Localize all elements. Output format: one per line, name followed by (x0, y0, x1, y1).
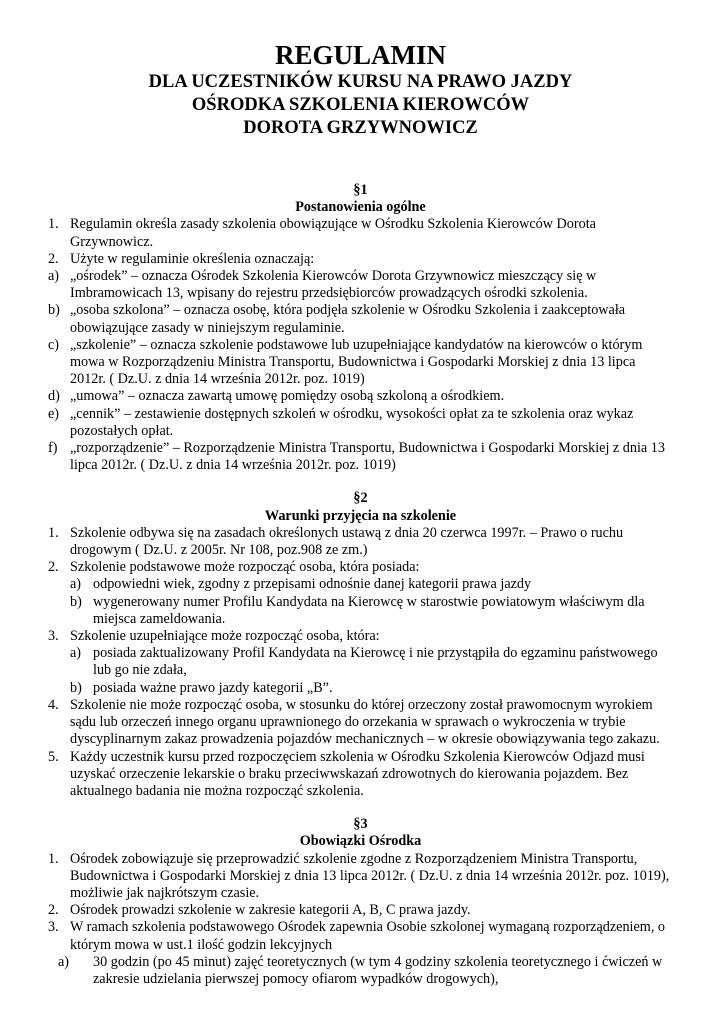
sub-list-item (70, 645, 673, 679)
section-title: Warunki przyjęcia na szkolenie (264, 507, 457, 524)
section-1 (48, 182, 673, 474)
list-item (48, 902, 673, 919)
section-title: Postanowienia ogólne (295, 199, 426, 216)
list-marker: 3. (48, 919, 59, 936)
definition-text: „osoba szkolona” – oznacza osobę, która podjęła szkolenie w Ośrodku Szkolenia i zaakceptowała obowiązujące zasady w niniejszym regulaminie. (70, 302, 626, 336)
list-item (48, 697, 673, 749)
document-subtitle-line3: DOROTA GRZYWNOWICZ (243, 118, 478, 138)
list-item-text: W ramach szkolenia podstawowego Ośrodek zapewnia Osobie szkolonej wymaganą rozporządzeniem, o którym mowa w ust.1 ilość godzin lekcyjnych (70, 919, 666, 953)
definition-item (48, 440, 673, 474)
list-item (48, 851, 673, 903)
list-marker: f) (48, 440, 58, 457)
list-marker: b) (70, 593, 82, 610)
list-marker: a) (48, 268, 60, 285)
definition-item (48, 302, 673, 336)
sub-list-item-text: odpowiedni wiek, zgodny z przepisami odnośnie danej kategorii prawa jazdy (93, 576, 532, 593)
document-subtitle-line1: DLA UCZESTNIKÓW KURSU NA PRAWO JAZDY (148, 72, 573, 92)
list-marker: 2. (48, 250, 59, 267)
list-item-text: Użyte w regulaminie określenia oznaczają: (70, 250, 315, 267)
definition-item (48, 406, 673, 440)
section-2 (48, 490, 673, 800)
list-item-text: Szkolenie podstawowe może rozpocząć osoba, która posiada: (70, 559, 420, 576)
sub-list-item-text: 30 godzin (po 45 minut) zajęć teoretycznych (w tym 4 godziny szkolenia teoretycznego i ćwiczeń w zakresie udzielania pierwszej pomocy ofiarom wypadków drogowych), (93, 953, 663, 987)
list-marker: 1. (48, 850, 59, 867)
list-marker: 1. (48, 216, 59, 233)
list-item (48, 525, 673, 559)
list-marker: e) (48, 405, 60, 422)
list-marker: 2. (48, 902, 59, 919)
section-3 (48, 816, 673, 988)
list-item (48, 559, 673, 576)
sub-list-item (70, 680, 673, 697)
sub-list-item-text: posiada zaktualizowany Profil Kandydata na Kierowcę i nie przystąpiła do egzaminu państwowego lub go nie zdała, (93, 645, 658, 679)
list-marker: 2. (48, 559, 59, 576)
section-number: §3 (353, 816, 368, 833)
list-marker: c) (48, 336, 60, 353)
list-marker: 1. (48, 524, 59, 541)
document-subtitle-line2: OŚRODKA SZKOLENIA KIEROWCÓW (191, 95, 530, 115)
sub-list-item-text: wygenerowany numer Profilu Kandydata na Kierowcę w starostwie powiatowym właściwym dla miejsca zameldowania. (93, 593, 645, 627)
sub-list-item (58, 954, 673, 988)
list-item-text: Każdy uczestnik kursu przed rozpoczęciem szkolenia w Ośrodku Szkolenia Kierowców Odjazd musi uzyskać orzeczenie lekarskie o braku przeciwwskazań zdrowotnych do kierowania pojazdem. Bez aktualnego badania nie można rozpocząć szkolenia. (70, 748, 645, 799)
definition-text: „umowa” – oznacza zawartą umowę pomiędzy osobą szkoloną a ośrodkiem. (70, 388, 505, 405)
list-item-text: Regulamin określa zasady szkolenia obowiązujące w Ośrodku Szkolenia Kierowców Dorota Grzywnowicz. (70, 216, 596, 250)
sub-list-item (70, 576, 673, 593)
list-marker: a) (70, 645, 82, 662)
section-number: §2 (353, 490, 368, 507)
list-marker: b) (48, 302, 60, 319)
list-marker: a) (58, 953, 70, 970)
list-item (48, 919, 673, 953)
definition-item (48, 268, 673, 302)
definition-text: „rozporządzenie” – Rozporządzenie Ministra Transportu, Budownictwa i Gospodarki Morskiej z dnia 13 lipca 2012r. ( Dz.U. z dnia 14 września 2012r. poz. 1019) (70, 440, 665, 474)
list-marker: 5. (48, 748, 59, 765)
list-item (48, 216, 673, 250)
list-item-text: Ośrodek prowadzi szkolenie w zakresie kategorii A, B, C prawa jazdy. (70, 902, 471, 919)
list-marker: d) (48, 388, 60, 405)
list-item-text: Ośrodek zobowiązuje się przeprowadzić szkolenie zgodne z Rozporządzeniem Ministra Transportu, Budownictwa i Gospodarki Morskiej z dnia 13 lipca 2012r. ( Dz.U. z dnia 14 września 2012r. poz. 1019), możliwie jak najkrótszym czasie. (70, 850, 670, 901)
list-item (48, 628, 673, 645)
definition-text: „szkolenie” – oznacza szkolenie podstawowe lub uzupełniające kandydatów na kierowców o którym mowa w Rozporządzeniu Ministra Transportu, Budownictwa i Gospodarki Morskiej z dnia 13 lipca 2012r. ( Dz.U. z dnia 14 września 2012r. poz. 1019) (70, 336, 643, 388)
list-marker: a) (70, 576, 82, 593)
list-item-text: Szkolenie odbywa się na zasadach określonych ustawą z dnia 20 czerwca 1997r. – Prawo o ruchu drogowym ( Dz.U. z 2005r. Nr 108, poz.908 ze zm.) (70, 524, 624, 559)
sub-list-item-text: posiada ważne prawo jazdy kategorii „B”. (93, 679, 333, 696)
list-marker: 4. (48, 696, 59, 713)
definition-text: „ośrodek” – oznacza Ośrodek Szkolenia Kierowców Dorota Grzywnowicz mieszczący się w Imbramowicach 13, wpisany do rejestru przedsiębiorców prowadzących ośrodki szkolenia. (70, 268, 597, 302)
list-item-text: Szkolenie nie może rozpocząć osoba, w stosunku do której orzeczony został prawomocnym wyrokiem sądu lub orzeczeń innego organu uprawnionego do orzekania w sprawach o wykroczenia w trybie dyscyplinarnym zakaz prowadzenia pojazdów mechanicznych – w okresie obowiązywania tego zakazu. (70, 696, 660, 748)
section-number: §1 (353, 182, 368, 198)
document-title: REGULAMIN (274, 40, 446, 70)
sub-list-item (70, 594, 673, 628)
list-item (48, 251, 673, 268)
definition-item (48, 337, 673, 389)
section-title: Obowiązki Ośrodka (299, 833, 422, 850)
list-marker: 3. (48, 628, 59, 645)
definition-text: „cennik” – zestawienie dostępnych szkoleń w ośrodku, wysokości opłat za te szkolenia oraz wykaz pozostałych opłat. (70, 405, 634, 439)
list-item (48, 749, 673, 801)
list-marker: b) (70, 679, 82, 696)
list-item-text: Szkolenie uzupełniające może rozpocząć osoba, która: (70, 628, 380, 645)
definition-item (48, 388, 673, 405)
